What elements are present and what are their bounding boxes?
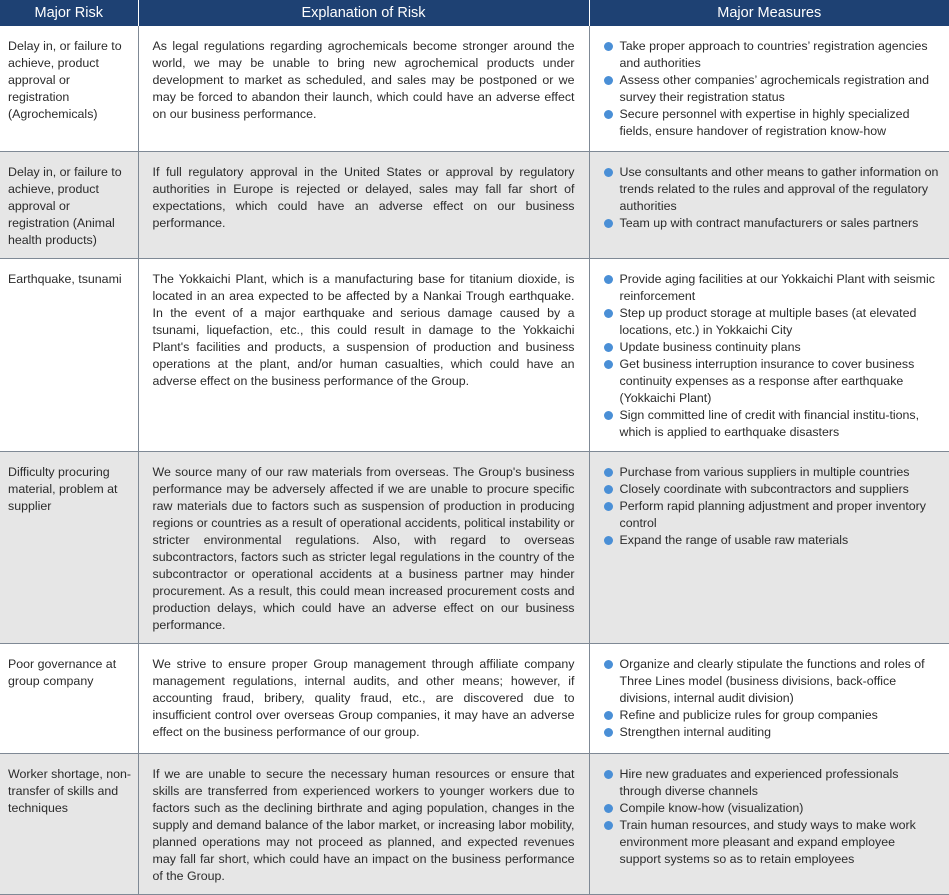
bullet-icon — [604, 343, 613, 352]
risk-cell: Earthquake, tsunami — [0, 258, 138, 451]
measure-list — [604, 656, 940, 741]
measure-text: Expand the range of usable raw materials — [619, 532, 849, 547]
risk-cell: Worker shortage, non-transfer of skills and techniques — [0, 753, 138, 894]
header-row — [0, 0, 949, 26]
measure-list — [604, 164, 940, 232]
table-row — [0, 26, 949, 151]
measure-text: Use consultants and other means to gather information on trends related to the rules and approval of the regulatory authorities — [619, 164, 939, 213]
measure-text: Team up with contract manufacturers or sales partners — [619, 215, 919, 230]
measure-text: Purchase from various suppliers in multiple countries — [619, 464, 910, 479]
bullet-icon — [604, 502, 613, 511]
bullet-icon — [604, 168, 613, 177]
header-major-risk: Major Risk — [0, 0, 138, 26]
list-item — [604, 356, 940, 407]
measure-text: Strengthen internal auditing — [619, 724, 772, 739]
bullet-icon — [604, 219, 613, 228]
measure-list — [604, 766, 940, 868]
explanation-cell: If full regulatory approval in the United States or approval by regulatory authorities in Europe is rejected or delayed, sales may fall far short of expectations, which could have an adverse effect on our business performance. — [138, 151, 589, 258]
bullet-icon — [604, 411, 613, 420]
bullet-icon — [604, 821, 613, 830]
bullet-icon — [604, 309, 613, 318]
header-explanation: Explanation of Risk — [138, 0, 589, 26]
explanation-cell: If we are unable to secure the necessary human resources or ensure that skills are transferred from experienced workers to younger workers due to factors such as the declining birthrate and aging population, changes in the supply and demand balance of the labor market, or increasing labor mobility, planned operations may not proceed as planned, and expected revenues may fall far short, which could have an impact on the business performance of the Group. — [138, 753, 589, 894]
list-item — [604, 305, 940, 339]
measure-list — [604, 38, 940, 140]
list-item — [604, 72, 940, 106]
bullet-icon — [604, 770, 613, 779]
bullet-icon — [604, 536, 613, 545]
list-item — [604, 707, 940, 724]
bullet-icon — [604, 485, 613, 494]
list-item — [604, 724, 940, 741]
measure-text: Sign committed line of credit with financial institu-tions, which is applied to earthquake disasters — [619, 407, 920, 439]
measure-list — [604, 464, 940, 549]
measure-text: Compile know-how (visualization) — [619, 800, 804, 815]
explanation-cell: We strive to ensure proper Group management through affiliate company management regulations, internal audits, and other means; however, if accounting fraud, bribery, quality fraud, etc., are discovered due to insufficient control over overseas Group companies, it may have an adverse effect on the business performance of our group. — [138, 643, 589, 753]
bullet-icon — [604, 660, 613, 669]
list-item — [604, 800, 940, 817]
bullet-icon — [604, 76, 613, 85]
measures-cell — [589, 451, 949, 643]
measure-text: Update business continuity plans — [619, 339, 801, 354]
measure-list — [604, 271, 940, 441]
table-row — [0, 151, 949, 258]
measures-cell — [589, 753, 949, 894]
bullet-icon — [604, 728, 613, 737]
list-item — [604, 766, 940, 800]
measure-text: Train human resources, and study ways to make work environment more pleasant and expand employee support systems so as to retain employees — [619, 817, 916, 866]
table-row — [0, 643, 949, 753]
table-row — [0, 258, 949, 451]
header-major-measures: Major Measures — [589, 0, 949, 26]
measure-text: Hire new graduates and experienced professionals through diverse channels — [619, 766, 899, 798]
list-item — [604, 532, 940, 549]
measure-text: Assess other companies’ agrochemicals registration and survey their registration status — [619, 73, 929, 104]
measures-cell — [589, 151, 949, 258]
bullet-icon — [604, 804, 613, 813]
list-item — [604, 498, 940, 532]
list-item — [604, 215, 940, 232]
list-item — [604, 464, 940, 481]
list-item — [604, 481, 940, 498]
bullet-icon — [604, 275, 613, 284]
measure-text: Provide aging facilities at our Yokkaichi Plant with seismic reinforcement — [619, 271, 935, 303]
explanation-cell: We source many of our raw materials from overseas. The Group's business performance may be adversely affected if we are unable to procure specific raw materials due to factors such as suspension of production in producing regions or countries as a result of operational accidents, political instability or stricter environmental regulations. Also, with regard to overseas subcontractors, factors such as stricter legal regulations in the country of the subcontractor or operational accidents at a business partner may hinder procurement. As a result, this could mean increased procurement costs and production delays, which could have an adverse effect on our business performance. — [138, 451, 589, 643]
measure-text: Take proper approach to countries’ registration agencies and authorities — [619, 39, 928, 70]
risk-cell: Poor governance at group company — [0, 643, 138, 753]
table-row — [0, 753, 949, 894]
measures-cell — [589, 26, 949, 151]
measures-cell — [589, 643, 949, 753]
bullet-icon — [604, 110, 613, 119]
measures-cell — [589, 258, 949, 451]
bullet-icon — [604, 42, 613, 51]
list-item — [604, 407, 940, 441]
explanation-cell: The Yokkaichi Plant, which is a manufacturing base for titanium dioxide, is located in an area expected to be affected by a Nankai Trough earthquake. In the event of a major earthquake and serious damage caused by a tsunami, liquefaction, etc., this could result in damage to the Yokkaichi Plant's facilities and products, a suspension of production and business operations at the plant, and/or human casualties, which could have an adverse effect on the business performance of the Group. — [138, 258, 589, 451]
list-item — [604, 271, 940, 305]
list-item — [604, 164, 940, 215]
measure-text: Perform rapid planning adjustment and proper inventory control — [619, 498, 926, 530]
bullet-icon — [604, 468, 613, 477]
table-row — [0, 451, 949, 643]
measure-text: Step up product storage at multiple bases (at elevated locations, etc.) in Yokkaichi City — [619, 305, 917, 337]
list-item — [604, 106, 940, 140]
list-item — [604, 339, 940, 356]
list-item — [604, 38, 940, 72]
measure-text: Get business interruption insurance to cover business continuity expenses as a response after earthquake (Yokkaichi Plant) — [619, 356, 915, 405]
list-item — [604, 817, 940, 868]
bullet-icon — [604, 360, 613, 369]
list-item — [604, 656, 940, 707]
measure-text: Organize and clearly stipulate the functions and roles of Three Lines model (business divisions, back-office divisions, internal audit division) — [619, 656, 925, 705]
measure-text: Closely coordinate with subcontractors and suppliers — [619, 481, 909, 496]
risk-cell: Delay in, or failure to achieve, product approval or registration (Animal health products) — [0, 151, 138, 258]
explanation-cell: As legal regulations regarding agrochemicals become stronger around the world, we may be unable to bring new agrochemical products under development to market as scheduled, and sales may be postponed or we may be forced to abandon their launch, which could have an adverse effect on our business performance. — [138, 26, 589, 151]
bullet-icon — [604, 711, 613, 720]
risk-cell: Delay in, or failure to achieve, product approval or registration (Agrochemicals) — [0, 26, 138, 151]
risk-cell: Difficulty procuring material, problem at supplier — [0, 451, 138, 643]
measure-text: Secure personnel with expertise in highly specialized fields, ensure handover of registration know-how — [619, 107, 910, 138]
measure-text: Refine and publicize rules for group companies — [619, 707, 878, 722]
